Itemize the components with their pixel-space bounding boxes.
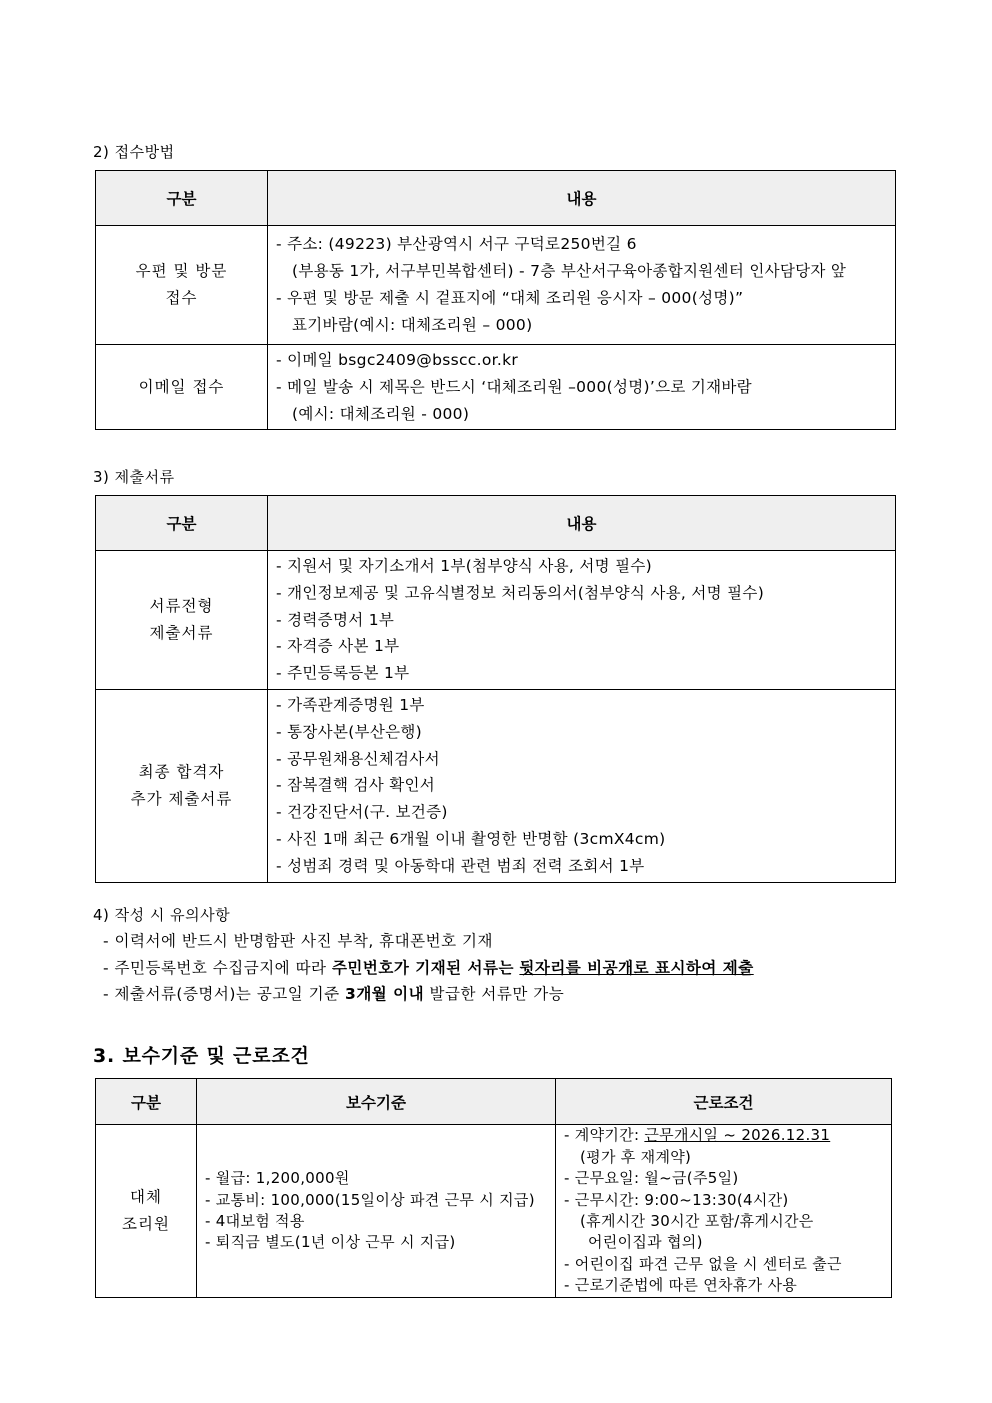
content-line: (부용동 1가, 서구부민복합센터) - 7층 부산서구육아종합지원센터 인사담당자 앞: [292, 262, 847, 281]
content-line: - 지원서 및 자기소개서 1부(첨부양식 사용, 서명 필수): [276, 557, 653, 575]
content-cell-screening-docs: [268, 551, 896, 690]
content-line: - 잠복결핵 검사 확인서: [276, 776, 436, 795]
category-cell-email: 이메일 접수: [96, 345, 268, 430]
content-line: - 메일 발송 시 제목은 반드시 ‘대체조리원 –000(성명)’으로 기재바람: [276, 377, 752, 396]
content-line: - 주소: (49223) 부산광역시 서구 구덕로250번길 6: [276, 235, 637, 254]
note-item: - 주민등록번호 수집금지에 따라 주민번호가 기재된 서류는 뒷자리를 비공개로 표시하여 제출: [103, 958, 754, 977]
section-title-notes: 4) 작성 시 유의사항: [93, 906, 231, 924]
content-line: - 공무원채용신체검사서: [276, 749, 440, 768]
header-category: 구분: [96, 496, 268, 551]
pay-conditions-table: [95, 1078, 892, 1298]
header-work: 근로조건: [556, 1079, 892, 1125]
content-line: - 이메일 bsgc2409@bsscc.or.kr: [276, 351, 519, 369]
notes-list: [103, 928, 754, 1008]
header-pay: 보수기준: [197, 1079, 556, 1125]
work-line: (평가 후 재계약): [580, 1147, 692, 1166]
submission-method-table: [95, 170, 896, 430]
content-line: 표기바람(예시: 대체조리원 – 000): [292, 315, 533, 334]
pay-line: - 퇴직금 별도(1년 이상 근무 시 지급): [205, 1233, 456, 1252]
content-line: - 개인정보제공 및 고유식별정보 처리동의서(첨부양식 사용, 서명 필수): [276, 583, 765, 602]
section-heading-pay-conditions: 3. 보수기준 및 근로조건: [93, 1045, 310, 1067]
header-content: 내용: [268, 171, 896, 226]
header-content: 내용: [268, 496, 896, 551]
content-line: - 성범죄 경력 및 아동학대 관련 범죄 전력 조회서 1부: [276, 856, 645, 875]
content-cell-final-docs: [268, 689, 896, 882]
work-line: (휴게시간 30시간 포함/휴게시간은: [580, 1212, 814, 1230]
content-line: - 우편 및 방문 제출 시 겉표지에 “대체 조리원 응시자 – 000(성명)”: [276, 289, 744, 307]
section-title-submission-method: 2) 접수방법: [93, 143, 175, 161]
category-cell-mail-visit: 우편 및 방문 접수: [96, 226, 268, 345]
section-title-documents: 3) 제출서류: [93, 468, 175, 486]
content-line: - 주민등록등본 1부: [276, 664, 410, 683]
work-line: - 근무요일: 월~금(주5일): [564, 1169, 739, 1188]
note-item: - 이력서에 반드시 반명함판 사진 부착, 휴대폰번호 기재: [103, 932, 493, 950]
category-cell-substitute-cook: 대체 조리원: [96, 1125, 197, 1298]
content-cell-mail-visit: [268, 226, 896, 345]
content-line: - 건강진단서(구. 보건증): [276, 803, 448, 822]
work-line: - 어린이집 파견 근무 없을 시 센터로 출근: [564, 1254, 842, 1273]
pay-cell: [197, 1125, 556, 1298]
work-line: - 근로기준법에 따른 연차휴가 사용: [564, 1276, 798, 1295]
work-line: - 근무시간: 9:00~13:30(4시간): [564, 1190, 789, 1209]
pay-line: - 교통비: 100,000(15일이상 파견 근무 시 지급): [205, 1190, 535, 1209]
content-line: - 경력증명서 1부: [276, 610, 395, 629]
work-cell: [556, 1125, 892, 1298]
category-cell-screening-docs: 서류전형 제출서류: [96, 551, 268, 690]
content-line: - 통장사본(부산은행): [276, 722, 422, 741]
documents-table: [95, 495, 896, 883]
category-cell-final-docs: 최종 합격자 추가 제출서류: [96, 689, 268, 882]
work-line: 어린이집과 협의): [588, 1233, 703, 1252]
note-item: - 제출서류(증명서)는 공고일 기준 3개월 이내 발급한 서류만 가능: [103, 985, 565, 1004]
content-line: - 자격증 사본 1부: [276, 637, 400, 656]
work-line: - 계약기간: 근무개시일 ~ 2026.12.31: [564, 1126, 831, 1145]
pay-line: - 월급: 1,200,000원: [205, 1169, 350, 1188]
content-line: - 가족관계증명원 1부: [276, 695, 425, 714]
content-cell-email: [268, 345, 896, 430]
header-category: 구분: [96, 171, 268, 226]
content-line: - 사진 1매 최근 6개월 이내 촬영한 반명함 (3cmX4cm): [276, 829, 666, 848]
content-line: (예시: 대체조리원 - 000): [292, 404, 470, 423]
pay-line: - 4대보험 적용: [205, 1212, 305, 1230]
header-category: 구분: [96, 1079, 197, 1125]
